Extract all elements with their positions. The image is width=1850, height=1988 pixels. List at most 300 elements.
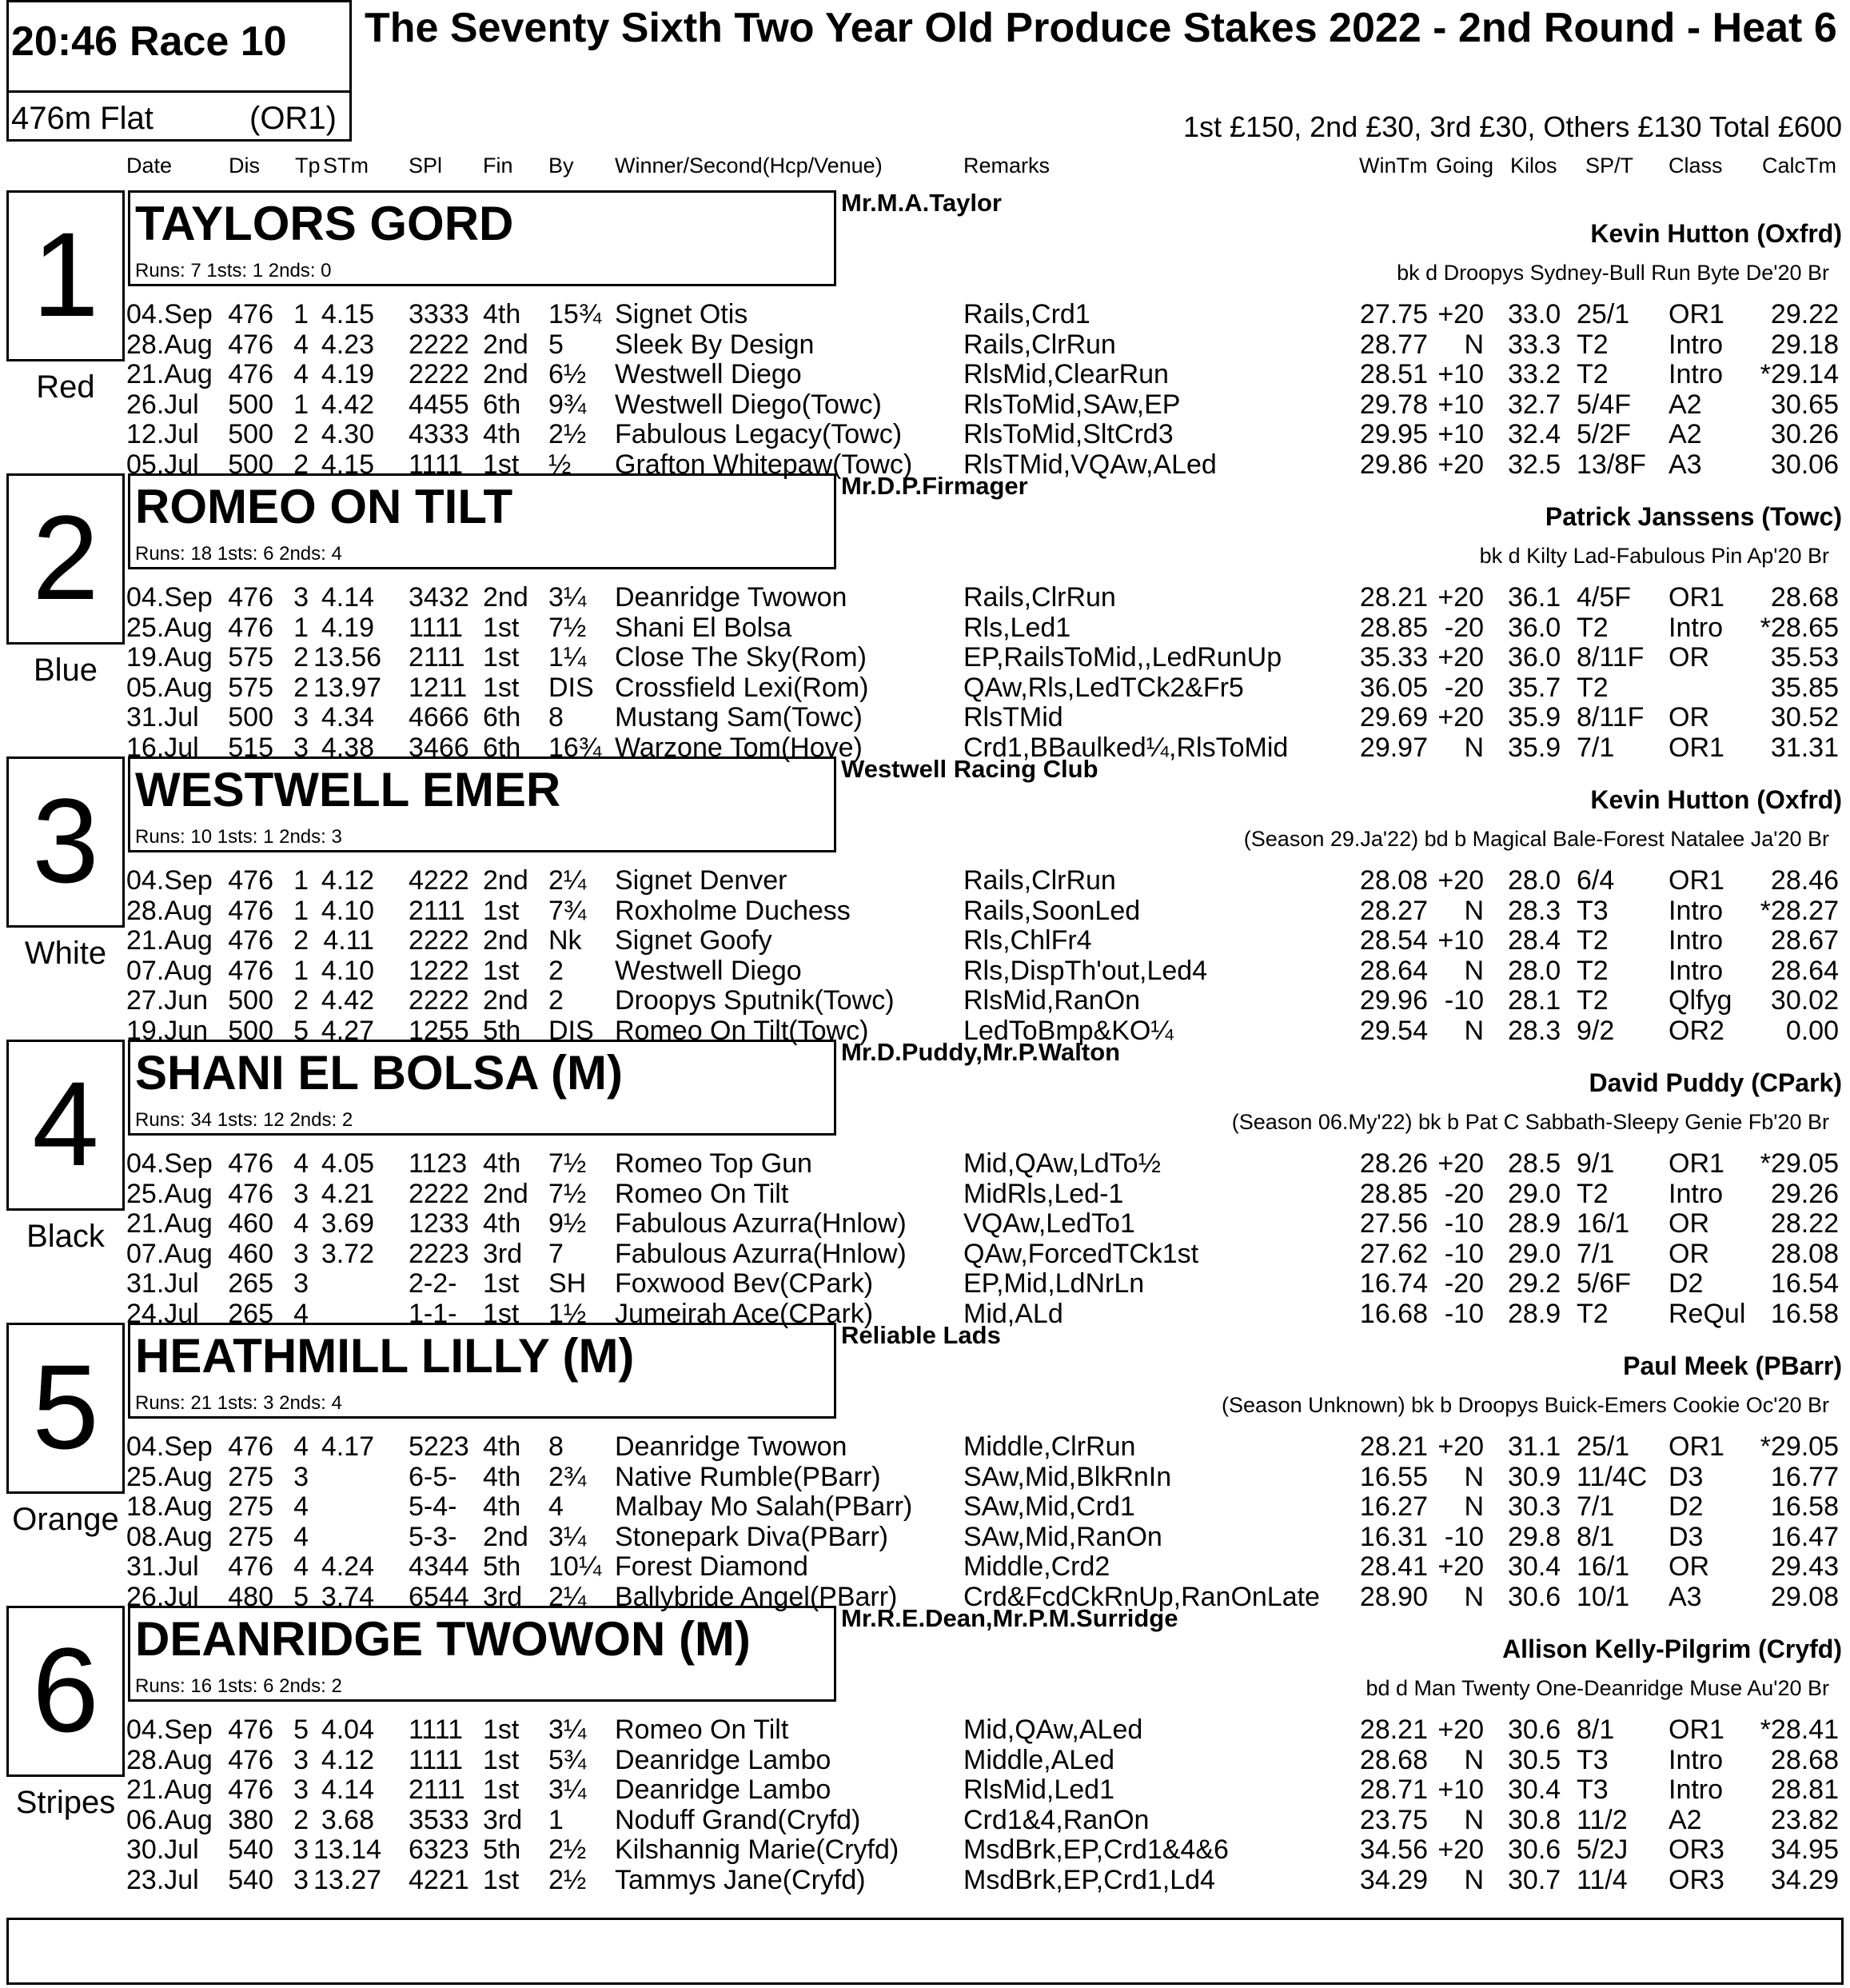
form-going: -10	[1444, 1298, 1484, 1329]
form-stm: 13.97	[313, 672, 382, 703]
dog-name-box	[128, 1606, 836, 1702]
form-tp: 3	[293, 1774, 309, 1805]
trainer: Kevin Hutton (Oxfrd)	[1590, 219, 1842, 248]
form-tp: 3	[293, 702, 309, 733]
col-tp: Tp	[295, 154, 321, 178]
form-calctm: 35.53	[1770, 642, 1839, 673]
form-going: -10	[1444, 1521, 1484, 1552]
form-spl: 2111	[409, 642, 465, 673]
form-stm: 4.10	[321, 955, 374, 986]
form-class: OR1	[1669, 865, 1724, 896]
form-fin: 4th	[483, 419, 521, 449]
trap-colour: White	[24, 936, 107, 971]
form-spl: 1123	[409, 1148, 468, 1179]
form-tp: 4	[293, 1551, 309, 1582]
dog-name-box	[128, 190, 836, 286]
form-remarks: QAw,Rls,LedTCk2&Fr5	[963, 672, 1244, 703]
form-tp: 1	[293, 895, 309, 926]
dog-name: WESTWELL EMER	[135, 763, 561, 816]
form-kilos: 30.9	[1508, 1461, 1561, 1492]
form-wintm: 29.54	[1359, 1015, 1428, 1046]
form-spt: T3	[1577, 1744, 1609, 1775]
form-going: +10	[1437, 389, 1484, 420]
form-winner: Romeo On Tilt	[615, 1178, 789, 1209]
form-winner: Grafton Whitepaw(Towc)	[615, 449, 913, 480]
form-date: 31.Jul	[126, 1268, 199, 1299]
form-date: 23.Jul	[126, 1864, 199, 1895]
form-kilos: 28.5	[1508, 1148, 1561, 1179]
form-remarks: RlsMid,ClearRun	[963, 359, 1169, 389]
runs-summary: Runs: 7 1sts: 1 2nds: 0	[135, 260, 332, 281]
col-fin: Fin	[483, 154, 513, 178]
form-remarks: SAw,Mid,RanOn	[963, 1521, 1162, 1552]
form-winner: Malbay Mo Salah(PBarr)	[615, 1491, 913, 1522]
runner-1	[0, 187, 1850, 480]
runner-4	[0, 1036, 1850, 1329]
form-class: A2	[1669, 389, 1702, 420]
form-remarks: Rails,ClrRun	[963, 865, 1116, 896]
form-dis: 476	[228, 1774, 273, 1805]
form-spt: 11/4C	[1577, 1461, 1648, 1492]
col-kilos: Kilos	[1510, 154, 1557, 178]
form-calctm: 34.29	[1770, 1864, 1839, 1895]
form-spt: 5/6F	[1577, 1268, 1632, 1299]
form-remarks: Rls,DispTh'out,Led4	[963, 955, 1208, 986]
form-winner: Ballybride Angel(PBarr)	[615, 1581, 898, 1612]
form-kilos: 30.7	[1508, 1864, 1561, 1895]
form-fin: 6th	[483, 389, 521, 420]
form-kilos: 36.0	[1508, 612, 1561, 643]
form-date: 28.Aug	[126, 895, 213, 926]
form-kilos: 36.0	[1508, 642, 1561, 673]
form-wintm: 29.97	[1359, 732, 1428, 763]
form-calctm: 30.26	[1770, 419, 1839, 449]
form-kilos: 28.9	[1508, 1208, 1561, 1239]
form-wintm: 28.54	[1359, 925, 1428, 956]
form-fin: 1st	[483, 449, 520, 480]
form-spt: T2	[1577, 1178, 1609, 1209]
form-calctm: 28.68	[1770, 1744, 1839, 1775]
form-winner: Roxholme Duchess	[615, 895, 851, 926]
form-kilos: 29.8	[1508, 1521, 1561, 1552]
form-fin: 2nd	[483, 1521, 528, 1552]
form-spl: 2111	[409, 1774, 465, 1805]
form-class: A2	[1669, 1804, 1702, 1835]
form-fin: 2nd	[483, 582, 528, 613]
form-row	[0, 1834, 1850, 1864]
form-dis: 275	[228, 1491, 273, 1522]
form-stm: 4.30	[321, 419, 374, 449]
form-date: 04.Sep	[126, 865, 213, 896]
form-fin: 4th	[483, 1461, 521, 1492]
form-spt: 8/1	[1577, 1521, 1615, 1552]
form-remarks: RlsToMid,SAw,EP	[963, 389, 1181, 420]
form-fin: 1st	[483, 672, 520, 703]
form-wintm: 23.75	[1359, 1804, 1428, 1835]
form-winner: Romeo On Tilt(Towc)	[615, 1015, 869, 1046]
form-by: 9¾	[548, 389, 587, 420]
form-class: OR	[1669, 642, 1709, 673]
trap-number: 2	[6, 473, 125, 645]
trap-colour: Blue	[33, 653, 98, 688]
form-winner: Foxwood Bev(CPark)	[615, 1268, 874, 1299]
form-calctm: 29.43	[1770, 1551, 1839, 1582]
form-wintm: 28.08	[1359, 865, 1428, 896]
form-winner: Crossfield Lexi(Rom)	[615, 672, 869, 703]
trainer: Allison Kelly-Pilgrim (Cryfd)	[1502, 1635, 1842, 1663]
form-row	[0, 642, 1850, 672]
form-stm: 13.27	[313, 1864, 382, 1895]
form-kilos: 28.0	[1508, 955, 1561, 986]
form-spt: T3	[1577, 1774, 1609, 1805]
breeding: (Season 29.Ja'22) bd b Magical Bale-Forest Natalee Ja'20 Br	[1243, 827, 1829, 851]
col-wintm: WinTm	[1359, 154, 1428, 178]
form-calctm: 31.31	[1770, 732, 1839, 763]
form-tp: 3	[293, 1461, 309, 1492]
col-remarks: Remarks	[963, 154, 1051, 178]
form-kilos: 35.9	[1508, 702, 1561, 733]
form-row	[0, 1208, 1850, 1238]
form-going: +20	[1437, 642, 1484, 673]
form-going: -20	[1444, 612, 1484, 643]
form-spl: 1111	[409, 1715, 464, 1745]
form-row	[0, 1462, 1850, 1491]
prize-money: 1st £150, 2nd £30, 3rd £30, Others £130 Total £600	[1183, 110, 1842, 143]
form-going: +10	[1437, 925, 1484, 956]
form-tp: 3	[293, 582, 309, 613]
form-fin: 5th	[483, 1551, 521, 1582]
form-wintm: 28.77	[1359, 329, 1428, 360]
form-kilos: 35.7	[1508, 672, 1561, 703]
form-by: 1	[548, 1804, 564, 1835]
form-spt: T2	[1577, 925, 1609, 956]
form-spt: T3	[1577, 895, 1609, 926]
form-fin: 3rd	[483, 1804, 523, 1835]
form-wintm: 28.21	[1359, 1715, 1428, 1745]
form-fin: 1st	[483, 1298, 520, 1329]
form-winner: Fabulous Azurra(Hnlow)	[615, 1208, 907, 1239]
form-remarks: Crd&FcdCkRnUp,RanOnLate	[963, 1581, 1320, 1612]
form-kilos: 35.9	[1508, 732, 1561, 763]
form-date: 28.Aug	[126, 329, 213, 360]
form-date: 19.Aug	[126, 642, 213, 673]
form-class: OR3	[1669, 1864, 1724, 1895]
form-class: OR1	[1669, 1148, 1724, 1179]
form-by: 1¼	[548, 642, 587, 673]
form-remarks: RlsTMid,VQAw,ALed	[963, 449, 1217, 480]
form-fin: 3rd	[483, 1238, 523, 1269]
form-calctm: *28.65	[1760, 612, 1839, 643]
form-going: -20	[1444, 672, 1484, 703]
form-fin: 2nd	[483, 329, 528, 360]
form-by: 2½	[548, 1864, 587, 1895]
form-stm: 4.14	[321, 582, 374, 613]
form-calctm: 28.67	[1770, 925, 1839, 956]
form-going: +20	[1437, 1431, 1484, 1462]
form-wintm: 34.29	[1359, 1864, 1428, 1895]
form-going: N	[1464, 1461, 1484, 1492]
form-stm: 4.11	[323, 925, 374, 956]
form-by: 4	[548, 1491, 564, 1522]
form-stm: 4.34	[321, 702, 374, 733]
form-fin: 1st	[483, 642, 520, 673]
form-tp: 2	[293, 672, 309, 703]
race-time: 20:46	[11, 18, 118, 65]
form-dis: 500	[228, 389, 273, 420]
form-remarks: EP,Mid,LdNrLn	[963, 1268, 1145, 1299]
form-winner: Westwell Diego	[615, 359, 802, 389]
form-going: N	[1464, 329, 1484, 360]
form-class: Qlfyg	[1669, 985, 1732, 1016]
form-winner: Westwell Diego	[615, 955, 802, 986]
form-tp: 3	[293, 1834, 309, 1865]
race-distance: 476m Flat	[11, 101, 154, 136]
form-by: 3¼	[548, 1521, 587, 1552]
form-date: 31.Jul	[126, 1551, 199, 1582]
form-tp: 2	[293, 985, 309, 1016]
form-spt: T2	[1577, 672, 1609, 703]
form-tp: 3	[293, 1238, 309, 1269]
form-spl: 2222	[409, 329, 469, 360]
breeding: bk d Droopys Sydney-Bull Run Byte De'20 Br	[1397, 261, 1829, 285]
form-date: 21.Aug	[126, 1774, 213, 1805]
form-dis: 480	[228, 1581, 273, 1612]
form-wintm: 27.75	[1359, 299, 1428, 329]
form-fin: 1st	[483, 1268, 520, 1299]
form-winner: Westwell Diego(Towc)	[615, 389, 882, 420]
form-spl: 4344	[409, 1551, 469, 1582]
trainer: David Puddy (CPark)	[1589, 1068, 1842, 1097]
form-stm: 3.69	[321, 1208, 374, 1239]
form-spt: 11/2	[1577, 1804, 1628, 1835]
breeding: (Season 06.My'22) bk b Pat C Sabbath-Sleepy Genie Fb'20 Br	[1231, 1110, 1829, 1134]
form-calctm: 35.85	[1770, 672, 1839, 703]
form-class: OR1	[1669, 732, 1724, 763]
form-going: -10	[1444, 985, 1484, 1016]
form-date: 04.Sep	[126, 1148, 213, 1179]
form-row	[0, 1865, 1850, 1894]
form-fin: 2nd	[483, 865, 528, 896]
form-going: +20	[1437, 865, 1484, 896]
form-class: A2	[1669, 419, 1702, 449]
form-date: 31.Jul	[126, 702, 199, 733]
col-calctm: CalcTm	[1762, 154, 1836, 178]
form-calctm: 28.68	[1770, 582, 1839, 613]
form-wintm: 16.55	[1359, 1461, 1428, 1492]
form-row	[0, 329, 1850, 359]
form-row	[0, 896, 1850, 925]
form-spl: 6544	[409, 1581, 469, 1612]
form-by: Nk	[548, 925, 582, 956]
form-tp: 4	[293, 1521, 309, 1552]
form-date: 04.Sep	[126, 1431, 213, 1462]
form-calctm: *29.05	[1760, 1431, 1839, 1462]
form-by: DIS	[548, 672, 594, 703]
form-calctm: 16.54	[1770, 1268, 1839, 1299]
form-dis: 476	[228, 1744, 273, 1775]
owner: Reliable Lads	[841, 1321, 1001, 1349]
owner: Westwell Racing Club	[841, 755, 1098, 783]
form-tp: 4	[293, 1148, 309, 1179]
form-class: D2	[1669, 1268, 1704, 1299]
form-fin: 2nd	[483, 359, 528, 389]
form-fin: 1st	[483, 955, 520, 986]
form-tp: 2	[293, 642, 309, 673]
form-by: 10¼	[548, 1551, 602, 1582]
dog-name: TAYLORS GORD	[135, 197, 514, 250]
form-spt: T2	[1577, 955, 1609, 986]
form-going: +20	[1437, 1834, 1484, 1865]
form-tp: 4	[293, 1491, 309, 1522]
form-stm: 4.24	[321, 1551, 374, 1582]
form-winner: Deanridge Twowon	[615, 1431, 847, 1462]
form-dis: 476	[228, 925, 273, 956]
form-row	[0, 1239, 1850, 1268]
form-remarks: Mid,QAw,LdTo½	[963, 1148, 1161, 1179]
col-date: Date	[126, 154, 173, 178]
form-dis: 575	[228, 672, 273, 703]
form-calctm: 0.00	[1785, 1015, 1839, 1046]
form-row	[0, 1148, 1850, 1178]
form-wintm: 29.69	[1359, 702, 1428, 733]
form-wintm: 28.51	[1359, 359, 1428, 389]
form-remarks: Rails,ClrRun	[963, 329, 1116, 360]
form-row	[0, 389, 1850, 419]
breeding: bk d Kilty Lad-Fabulous Pin Ap'20 Br	[1479, 544, 1829, 568]
form-spt: T2	[1577, 359, 1609, 389]
form-dis: 540	[228, 1864, 273, 1895]
form-kilos: 30.6	[1508, 1715, 1561, 1745]
form-spl: 2222	[409, 1178, 469, 1209]
form-by: 8	[548, 702, 564, 733]
form-wintm: 29.86	[1359, 449, 1428, 480]
form-class: D3	[1669, 1521, 1704, 1552]
owner: Mr.R.E.Dean,Mr.P.M.Surridge	[841, 1604, 1178, 1632]
form-row	[0, 985, 1850, 1015]
form-winner: Jumeirah Ace(CPark)	[615, 1298, 874, 1329]
form-tp: 3	[293, 1744, 309, 1775]
form-going: N	[1464, 732, 1484, 763]
form-class: OR	[1669, 702, 1709, 733]
form-wintm: 28.85	[1359, 1178, 1428, 1209]
form-spl: 6323	[409, 1834, 469, 1865]
dog-name-box	[128, 473, 836, 569]
form-class: Intro	[1669, 1774, 1724, 1805]
form-going: N	[1464, 1581, 1484, 1612]
form-dis: 476	[228, 582, 273, 613]
form-dis: 275	[228, 1461, 273, 1492]
form-spl: 2-2-	[409, 1268, 457, 1299]
form-dis: 476	[228, 955, 273, 986]
form-tp: 1	[293, 389, 309, 420]
form-calctm: 16.58	[1770, 1491, 1839, 1522]
form-fin: 5th	[483, 1015, 521, 1046]
form-spt: 25/1	[1577, 299, 1630, 329]
form-remarks: EP,RailsToMid,,LedRunUp	[963, 642, 1282, 673]
form-remarks: Rails,SoonLed	[963, 895, 1141, 926]
form-going: +20	[1437, 1715, 1484, 1745]
form-going: +20	[1437, 582, 1484, 613]
form-wintm: 27.56	[1359, 1208, 1428, 1239]
form-stm: 13.56	[313, 642, 382, 673]
form-spt: 8/11F	[1577, 642, 1645, 673]
form-kilos: 28.4	[1508, 925, 1561, 956]
form-kilos: 29.0	[1508, 1178, 1561, 1209]
form-going: +20	[1437, 1551, 1484, 1582]
form-class: OR1	[1669, 1431, 1724, 1462]
form-class: A3	[1669, 449, 1702, 480]
form-class: Intro	[1669, 359, 1724, 389]
trap-colour: Black	[26, 1219, 105, 1254]
form-dis: 275	[228, 1521, 273, 1552]
form-spt: 11/4	[1577, 1864, 1628, 1895]
runner-5	[0, 1319, 1850, 1612]
form-by: 8	[548, 1431, 564, 1462]
form-going: +10	[1437, 359, 1484, 389]
form-spl: 5223	[409, 1431, 469, 1462]
form-remarks: RlsToMid,SltCrd3	[963, 419, 1174, 449]
form-class: D3	[1669, 1461, 1704, 1492]
form-by: 2	[548, 955, 564, 986]
form-dis: 265	[228, 1268, 273, 1299]
form-calctm: *28.27	[1760, 895, 1839, 926]
form-class: OR3	[1669, 1834, 1724, 1865]
form-spl: 1111	[409, 449, 464, 480]
form-kilos: 30.5	[1508, 1744, 1561, 1775]
form-spt: 8/11F	[1577, 702, 1645, 733]
form-class: OR1	[1669, 1715, 1724, 1745]
trap-colour: Orange	[12, 1502, 119, 1537]
form-winner: Romeo On Tilt	[615, 1715, 789, 1745]
form-date: 21.Aug	[126, 359, 213, 389]
owner: Mr.D.P.Firmager	[841, 472, 1028, 500]
form-winner: Kilshannig Marie(Cryfd)	[615, 1834, 899, 1865]
form-calctm: 23.82	[1770, 1804, 1839, 1835]
form-dis: 265	[228, 1298, 273, 1329]
form-calctm: *29.14	[1760, 359, 1839, 389]
form-tp: 2	[293, 419, 309, 449]
form-dis: 476	[228, 1551, 273, 1582]
form-dis: 380	[228, 1804, 273, 1835]
breeding: (Season Unknown) bk b Droopys Buick-Emers Cookie Oc'20 Br	[1222, 1393, 1829, 1417]
form-dis: 500	[228, 419, 273, 449]
form-class: OR2	[1669, 1015, 1724, 1046]
form-class: Intro	[1669, 925, 1724, 956]
form-winner: Droopys Sputnik(Towc)	[615, 985, 895, 1016]
form-row	[0, 673, 1850, 702]
form-going: +20	[1437, 702, 1484, 733]
form-spl: 1111	[409, 1744, 464, 1775]
form-row	[0, 1179, 1850, 1208]
form-spt: 8/1	[1577, 1715, 1615, 1745]
form-tp: 4	[293, 359, 309, 389]
col-by: By	[548, 154, 574, 178]
form-kilos: 29.0	[1508, 1238, 1561, 1269]
form-date: 30.Jul	[126, 1834, 199, 1865]
form-class: OR1	[1669, 299, 1724, 329]
form-row	[0, 925, 1850, 955]
form-by: 6½	[548, 359, 587, 389]
form-fin: 1st	[483, 895, 520, 926]
form-remarks: Rls,Led1	[963, 612, 1071, 643]
form-wintm: 28.64	[1359, 955, 1428, 986]
form-by: 15¾	[548, 299, 602, 329]
breeding: bd d Man Twenty One-Deanridge Muse Au'20 Br	[1366, 1676, 1829, 1700]
race-number: Race 10	[130, 18, 287, 65]
form-by: 7½	[548, 612, 587, 643]
form-class: Intro	[1669, 329, 1724, 360]
form-by: 2	[548, 985, 564, 1016]
